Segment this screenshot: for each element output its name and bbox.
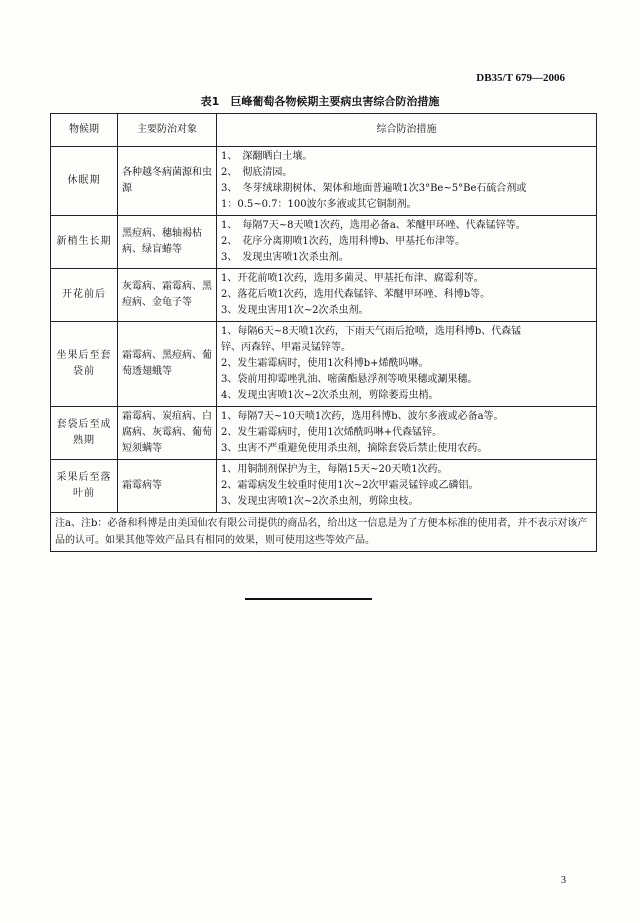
measure-line: 3、袋前用抑霉唑乳油、嘧菌酯悬浮剂等喷果穗或涮果穗。 (221, 374, 478, 385)
page-number: 3 (561, 875, 566, 886)
measure-line: 2、发生霜霉病时，使用1次烯酰吗啉+代森锰锌。 (221, 427, 443, 438)
table-row (51, 269, 597, 322)
measure-line: 3、发现虫害喷1次~2次杀虫剂，剪除虫枝。 (221, 496, 419, 507)
document-code: DB35/T 679—2006 (476, 72, 565, 84)
target-cell: 霜霉病等 (118, 460, 217, 513)
target-cell: 灰霉病、霜霉病、黑痘病、金龟子等 (118, 269, 217, 322)
column-header-target: 主要防治对象 (118, 114, 217, 147)
measures-cell (217, 147, 597, 216)
measures-cell (217, 460, 597, 513)
measure-line: 锌、丙森锌、甲霜灵锰锌等。 (221, 342, 351, 353)
measure-line: 3、 发现虫害喷1次杀虫剂。 (221, 252, 349, 263)
measures-cell (217, 407, 597, 460)
measure-line: 3、虫害不严重避免使用杀虫剂，摘除套袋后禁止使用农药。 (221, 443, 488, 454)
measure-line: 3、 冬芽绒球期树体、架体和地面普遍喷1次3°Be~5°Be石硫合剂或 (221, 183, 527, 194)
measure-line: 1、每隔6天~8天喷1次药，下雨天气雨后抢喷，选用科博b、代森锰 (221, 326, 522, 337)
table-note: 注a、注b：必备和科博是由美国仙农有限公司提供的商品名，给出这一信息是为了方便本标准的使用者，并不表示对该产品的认可。如果其他等效产品具有相同的效果，则可使用这些等效产品。 (51, 513, 597, 552)
phase-cell: 坐果后至套袋前 (51, 322, 118, 407)
measure-line: 1、开花前喷1次药，选用多菌灵、甲基托布津、腐霉利等。 (221, 273, 484, 284)
target-cell: 霜霉病、炭疽病、白腐病、灰霉病、葡萄短须螨等 (118, 407, 217, 460)
end-rule (245, 598, 372, 600)
measures-cell (217, 216, 597, 269)
measures-cell (217, 269, 597, 322)
measure-line: 1：0.5~0.7：100波尔多液或其它铜制剂。 (221, 199, 417, 210)
table-body (51, 147, 597, 513)
table-row (51, 407, 597, 460)
target-cell: 霜霉病、黑痘病、葡萄透翅蛾等 (118, 322, 217, 407)
table-note-row (51, 513, 597, 552)
target-cell: 各种越冬病菌源和虫源 (118, 147, 217, 216)
measure-line: 2、落花后喷1次药，选用代森锰锌、苯醚甲环唑、科博b等。 (221, 289, 491, 300)
column-header-phase: 物候期 (51, 114, 118, 147)
measure-line: 2、 花序分离期喷1次药，选用科博b、甲基托布津等。 (221, 236, 466, 247)
measure-line: 1、用铜制剂保护为主，每隔15天~20天喷1次药。 (221, 464, 448, 475)
control-measures-table (50, 113, 597, 552)
measure-line: 1、 每隔7天~8天喷1次药，选用必备a、苯醚甲环唑、代森锰锌等。 (221, 220, 526, 231)
measure-line: 4、发现虫害喷1次~2次杀虫剂，剪除萎焉虫梢。 (221, 390, 439, 401)
measure-line: 2、发生霜霉病时，使用1次科博b+烯酰吗啉。 (221, 358, 429, 369)
measure-line: 1、 深翻晒白土壤。 (221, 151, 313, 162)
table-row (51, 216, 597, 269)
measure-line: 2、 彻底清园。 (221, 167, 293, 178)
phase-cell: 套袋后至成熟期 (51, 407, 118, 460)
column-header-measures: 综合防治措施 (217, 114, 597, 147)
phase-cell: 开花前后 (51, 269, 118, 322)
phase-cell: 采果后至落叶前 (51, 460, 118, 513)
table-title: 表1 巨峰葡萄各物候期主要病虫害综合防治措施 (200, 95, 440, 108)
measure-line: 1、每隔7天~10天喷1次药，选用科博b、波尔多液或必备a等。 (221, 411, 504, 422)
table-header-row (51, 114, 597, 147)
table-row (51, 322, 597, 407)
phase-cell: 休眠期 (51, 147, 118, 216)
measure-line: 3、发现虫害用1次~2次杀虫剂。 (221, 305, 369, 316)
table-row (51, 460, 597, 513)
phase-cell: 新梢生长期 (51, 216, 118, 269)
target-cell: 黑痘病、穗轴褐枯病、绿盲蝽等 (118, 216, 217, 269)
table-row (51, 147, 597, 216)
measures-cell (217, 322, 597, 407)
measure-line: 2、霜霉病发生较重时使用1次~2次甲霜灵锰锌或乙磷铝。 (221, 480, 479, 491)
